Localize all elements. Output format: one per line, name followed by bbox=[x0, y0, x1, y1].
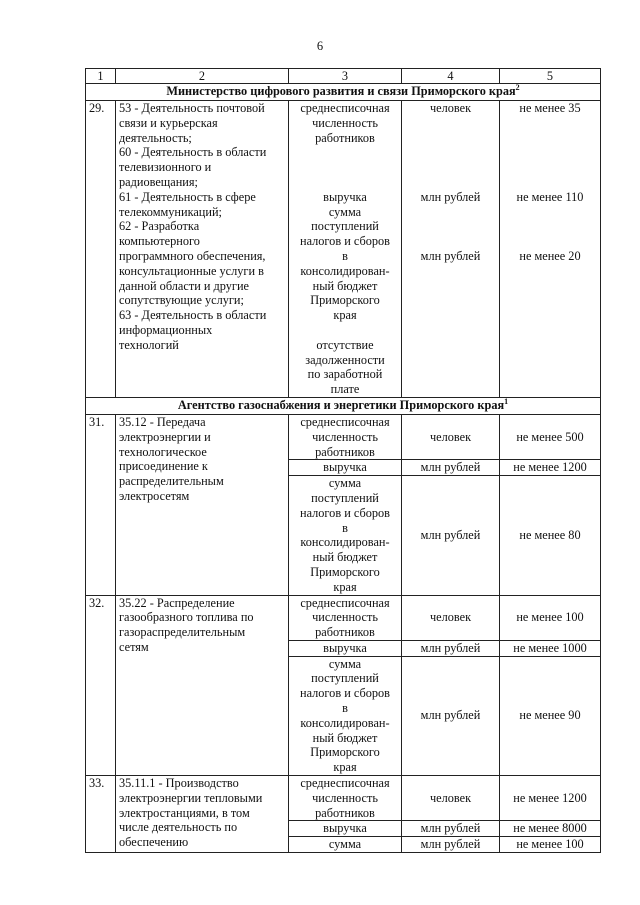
header-cell: 3 bbox=[289, 69, 402, 84]
unit-cell: млн рублей bbox=[402, 476, 500, 595]
unit-cell: млн рублей bbox=[402, 460, 500, 476]
page-number: 6 bbox=[316, 39, 324, 53]
unit-cell: млн рублей bbox=[402, 640, 500, 656]
value-cell: не менее 500 bbox=[500, 414, 601, 459]
table-row bbox=[86, 776, 601, 821]
indicator-cell: сумма поступлений налогов и сборов в консолидирован- ный бюджет Приморского края bbox=[289, 476, 402, 595]
value-cell: не менее 100 bbox=[500, 837, 601, 853]
value-cell: не менее 90 bbox=[500, 656, 601, 775]
unit-cell: млн рублей bbox=[402, 837, 500, 853]
indicator-cell: среднесписочная численность работников bbox=[289, 776, 402, 821]
indicator-cell: среднесписочная численность работников bbox=[289, 595, 402, 640]
value-cell: не менее 1200 bbox=[500, 776, 601, 821]
value-cell: не менее 80 bbox=[500, 476, 601, 595]
header-cell: 2 bbox=[116, 69, 289, 84]
activity-cell: 35.22 - Распределение газообразного топлива по газораспределительным сетям bbox=[116, 595, 289, 776]
row-number: 32. bbox=[86, 595, 116, 776]
header-cell: 1 bbox=[86, 69, 116, 84]
indicator-cell: выручка bbox=[289, 821, 402, 837]
row-number: 31. bbox=[86, 414, 116, 595]
indicator-cell: среднесписочная численность работников bbox=[289, 414, 402, 459]
indicator-cell: выручка bbox=[289, 640, 402, 656]
unit-cell: человек млн рублей млн рублей bbox=[402, 101, 500, 398]
header-cell: 5 bbox=[500, 69, 601, 84]
section-title: Агентство газоснабжения и энергетики Приморского края$^1$ bbox=[86, 397, 601, 414]
activity-cell: 35.12 - Передача электроэнергии и технологическое присоединение к распределительным электросетям bbox=[116, 414, 289, 595]
indicator-cell: сумма поступлений налогов и сборов в консолидирован- ный бюджет Приморского края bbox=[289, 656, 402, 775]
unit-cell: человек bbox=[402, 595, 500, 640]
header-row bbox=[86, 69, 601, 84]
unit-cell: человек bbox=[402, 414, 500, 459]
indicator-cell: среднесписочная численность работников выручка сумма поступлений налогов и сборов в консолидирован- ный бюджет Приморского края отсутствие задолженности по заработной плате bbox=[289, 101, 402, 398]
value-cell: не менее 100 bbox=[500, 595, 601, 640]
data-table bbox=[85, 68, 601, 853]
header-cell: 4 bbox=[402, 69, 500, 84]
indicator-cell: сумма bbox=[289, 837, 402, 853]
value-cell: не менее 8000 bbox=[500, 821, 601, 837]
activity-cell: 35.11.1 - Производство электроэнергии тепловыми электростанциями, в том числе деятельность по обеспечению bbox=[116, 776, 289, 853]
activity-cell: 53 - Деятельность почтовой связи и курьерская деятельность; 60 - Деятельность в области телевизионного и радиовещания; 61 - Деятельность в сфере телекоммуникаций; 62 - Разработка компьютерного программного обеспечения, консультационные услуги в данной области и другие сопутствующие услуги; 63 - Деятельность в области информационных технологий bbox=[116, 101, 289, 398]
unit-cell: млн рублей bbox=[402, 821, 500, 837]
section-title-row bbox=[86, 84, 601, 101]
row-number: 29. bbox=[86, 101, 116, 398]
table-row bbox=[86, 414, 601, 459]
value-cell: не менее 1200 bbox=[500, 460, 601, 476]
value-cell: не менее 35 не менее 110 не менее 20 bbox=[500, 101, 601, 398]
unit-cell: человек bbox=[402, 776, 500, 821]
table-row bbox=[86, 595, 601, 640]
section-title: Министерство цифрового развития и связи Приморского края$^2$ bbox=[86, 84, 601, 101]
value-cell: не менее 1000 bbox=[500, 640, 601, 656]
indicator-cell: выручка bbox=[289, 460, 402, 476]
unit-cell: млн рублей bbox=[402, 656, 500, 775]
section-title-row bbox=[86, 397, 601, 414]
row-number: 33. bbox=[86, 776, 116, 853]
table-row bbox=[86, 101, 601, 398]
